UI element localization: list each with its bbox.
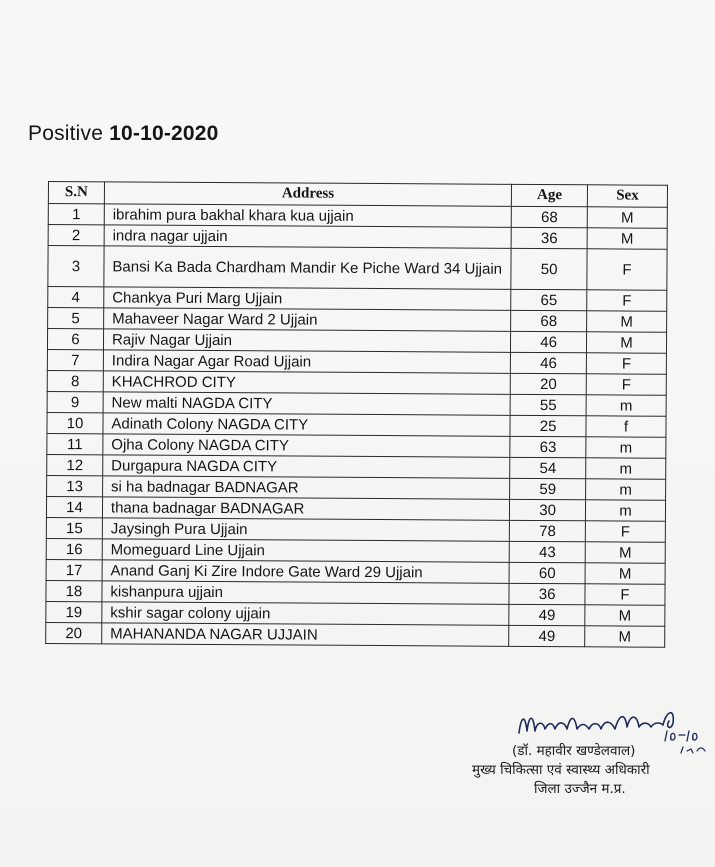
cell-sex: m	[586, 458, 666, 479]
cell-sex: F	[586, 353, 666, 374]
cell-address: Rajiv Nagar Ujjain	[103, 329, 510, 352]
cell-sn: 4	[48, 287, 104, 308]
cell-age: 36	[509, 583, 585, 604]
cell-sn: 1	[48, 204, 104, 225]
cell-address: Chankya Puri Marg Ujjain	[104, 287, 511, 310]
cell-sex: F	[586, 374, 666, 395]
table-row	[46, 622, 665, 647]
cell-age: 49	[509, 604, 585, 625]
cell-sex: M	[585, 605, 665, 626]
cell-sex: M	[587, 311, 667, 332]
cell-sn: 5	[48, 308, 104, 329]
column-header-address: Address	[104, 182, 511, 206]
cell-address: Mahaveer Nagar Ward 2 Ujjain	[104, 308, 511, 331]
cell-sex: M	[585, 626, 665, 647]
table-row	[48, 246, 667, 291]
cell-address: ibrahim pura bakhal khara kua ujjain	[104, 204, 511, 227]
cell-age: 59	[510, 478, 586, 499]
cell-age: 63	[510, 436, 586, 457]
cell-address: Indira Nagar Agar Road Ujjain	[103, 350, 510, 373]
cell-age: 60	[509, 562, 585, 583]
cell-age: 55	[510, 394, 586, 415]
cell-sex: f	[586, 416, 666, 437]
cell-sn: 3	[48, 246, 104, 287]
cell-sn: 9	[47, 391, 103, 412]
cell-age: 49	[509, 625, 585, 646]
cell-age: 50	[511, 248, 587, 289]
cell-sn: 7	[47, 349, 103, 370]
cell-sn: 12	[47, 454, 103, 475]
cell-sex: m	[586, 395, 666, 416]
cell-age: 65	[511, 289, 587, 310]
cell-address: Anand Ganj Ki Zire Indore Gate Ward 29 Ujjain	[102, 560, 509, 583]
cell-age: 46	[511, 331, 587, 352]
cell-sn: 10	[47, 412, 103, 433]
officer-designation: मुख्य चिकित्सा एवं स्वास्थ्य अधिकारी	[472, 762, 650, 778]
cell-sex: M	[585, 563, 665, 584]
cell-address: Jaysingh Pura Ujjain	[102, 518, 509, 541]
cell-sex: F	[587, 249, 667, 290]
cell-sn: 13	[47, 475, 103, 496]
cell-address: Ojha Colony NAGDA CITY	[103, 434, 510, 457]
cell-sex: M	[587, 228, 667, 249]
cell-sn: 18	[46, 580, 102, 601]
cell-sex: m	[586, 437, 666, 458]
page-title	[28, 122, 219, 146]
cell-sn: 6	[47, 329, 103, 350]
cell-age: 36	[511, 227, 587, 248]
cell-address: kishanpura ujjain	[102, 581, 509, 604]
cell-age: 68	[511, 206, 587, 227]
cell-sex: F	[587, 290, 667, 311]
cell-sn: 20	[46, 622, 102, 643]
cell-age: 68	[511, 310, 587, 331]
column-header-age: Age	[512, 184, 588, 206]
column-header-sn: S.N	[48, 182, 104, 204]
cell-address: kshir sagar colony ujjain	[102, 602, 509, 625]
cell-address: Durgapura NAGDA CITY	[103, 455, 510, 478]
cell-sex: m	[586, 500, 666, 521]
cell-age: 25	[510, 415, 586, 436]
cell-sn: 14	[46, 496, 102, 517]
cell-sex: M	[585, 542, 665, 563]
cell-address: Bansi Ka Bada Chardham Mandir Ke Piche Ward 34 Ujjain	[104, 246, 512, 289]
officer-name: (डॉ. महावीर खण्डेलवाल)	[512, 743, 636, 759]
cell-age: 78	[510, 520, 586, 541]
table-body	[46, 204, 668, 648]
cell-sn: 2	[48, 225, 104, 246]
cell-age: 43	[509, 541, 585, 562]
cell-sex: F	[585, 584, 665, 605]
cell-sex: F	[585, 521, 665, 542]
cell-sn: 16	[46, 538, 102, 559]
cell-age: 30	[510, 499, 586, 520]
cell-address: indra nagar ujjain	[104, 225, 511, 248]
cell-sn: 19	[46, 601, 102, 622]
cell-address: Momeguard Line Ujjain	[102, 539, 509, 562]
cell-sn: 11	[47, 433, 103, 454]
cell-age: 46	[511, 352, 587, 373]
cell-address: thana badnagar BADNAGAR	[102, 497, 509, 520]
title-label: Positive	[28, 122, 104, 145]
cell-sex: M	[587, 207, 667, 228]
cell-address: si ha badnagar BADNAGAR	[103, 476, 510, 499]
cell-sex: M	[587, 332, 667, 353]
cell-sex: m	[586, 479, 666, 500]
cell-address: MAHANANDA NAGAR UJJAIN	[102, 623, 509, 646]
cell-address: KHACHROD CITY	[103, 371, 510, 394]
column-header-sex: Sex	[587, 185, 667, 207]
cell-sn: 17	[46, 559, 102, 580]
cell-age: 54	[510, 457, 586, 478]
cell-sn: 15	[46, 517, 102, 538]
officer-district: जिला उज्जैन म.प्र.	[534, 781, 626, 797]
cell-sn: 8	[47, 370, 103, 391]
cell-address: Adinath Colony NAGDA CITY	[103, 413, 510, 436]
title-date: 10-10-2020	[109, 122, 219, 145]
positive-cases-table	[45, 181, 668, 648]
signature-block	[472, 742, 650, 799]
cell-address: New malti NAGDA CITY	[103, 392, 510, 415]
cell-age: 20	[510, 373, 586, 394]
